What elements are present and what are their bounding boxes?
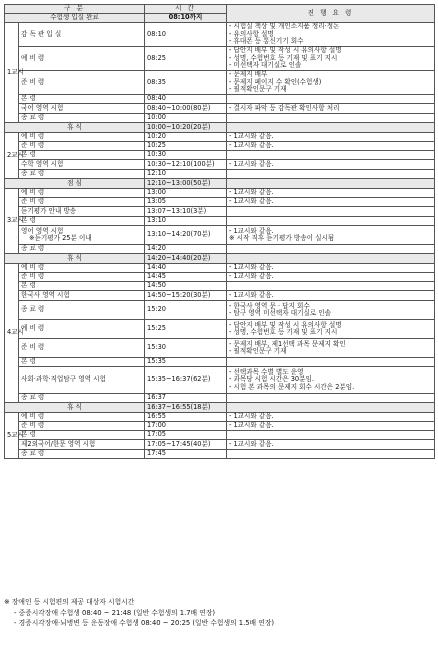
note-line: - 1교시와 같음. bbox=[229, 132, 274, 141]
note-line: - 1교시와 같음. bbox=[229, 412, 274, 421]
table-row bbox=[5, 320, 435, 339]
row-label: 본 령 bbox=[19, 151, 145, 160]
row-label: 본 령 bbox=[19, 95, 145, 104]
break-row bbox=[5, 123, 435, 133]
note-line: - 성명, 수험번호 등 기재 및 표기 지시 bbox=[229, 328, 338, 336]
row-time: 17:00 bbox=[145, 422, 227, 431]
row-notes bbox=[227, 320, 435, 339]
row-label: 듣기평가 안내 방송 bbox=[19, 207, 145, 217]
row-time: 13:10 bbox=[145, 217, 227, 226]
row-notes bbox=[227, 47, 435, 71]
entry-label: 수험생 입실 완료 bbox=[5, 14, 145, 23]
row-notes bbox=[227, 71, 435, 95]
note-line: - 1교시와 같음. bbox=[229, 272, 274, 281]
row-time: 10:20 bbox=[145, 133, 227, 142]
row-notes bbox=[227, 440, 435, 450]
row-notes bbox=[227, 403, 435, 413]
table-row bbox=[5, 450, 435, 459]
period-label-2: 2교시 bbox=[5, 133, 19, 179]
row-notes bbox=[227, 291, 435, 301]
table-row bbox=[5, 273, 435, 282]
note-line: - 시험 본 과목의 문제지 회수 시간은 2분임. bbox=[229, 382, 355, 391]
row-time: 13:00 bbox=[145, 189, 227, 198]
break-label: 휴 식 bbox=[5, 403, 145, 413]
row-label: 준 비 령 bbox=[19, 71, 145, 95]
table-row bbox=[5, 413, 435, 422]
note-line: - 한국사 영역 문 · 답지 회수 bbox=[229, 301, 310, 310]
period-label-1: 1교시 bbox=[5, 23, 19, 123]
note-line: - 결시자 파악 등 감독관 확인사항 처리 bbox=[229, 103, 340, 112]
table-row bbox=[5, 291, 435, 301]
break-time: 10:00~10:20(20분) bbox=[145, 123, 227, 133]
row-time: 15:35~16:37(62분) bbox=[145, 367, 227, 394]
row-label: 본 령 bbox=[19, 217, 145, 226]
note-line: - 1교시와 같음. bbox=[229, 226, 274, 235]
row-time: 14:50~15:20(30분) bbox=[145, 291, 227, 301]
table-row bbox=[5, 160, 435, 170]
row-time: 13:10~14:20(70분) bbox=[145, 226, 227, 245]
table-row bbox=[5, 104, 435, 114]
table-row bbox=[5, 198, 435, 207]
row-notes bbox=[227, 226, 435, 245]
break-row bbox=[5, 403, 435, 413]
table-row bbox=[5, 95, 435, 104]
table-row bbox=[5, 207, 435, 217]
row-time: 12:10 bbox=[145, 170, 227, 179]
table-row bbox=[5, 301, 435, 320]
break-label: 휴 식 bbox=[5, 254, 145, 264]
table-row bbox=[5, 358, 435, 367]
row-time: 08:10 bbox=[145, 23, 227, 47]
row-notes bbox=[227, 217, 435, 226]
row-notes bbox=[227, 394, 435, 403]
break-label: 휴 식 bbox=[5, 123, 145, 133]
row-notes bbox=[227, 95, 435, 104]
note-line: - 문제지 페이지 수 확인(수험생) bbox=[229, 77, 322, 86]
table-row bbox=[5, 151, 435, 160]
table-row bbox=[5, 367, 435, 394]
entry-time: 08:10까지 bbox=[145, 14, 227, 23]
row-label: 본 령 bbox=[19, 358, 145, 367]
note-line: - 과목당 시험 시간은 30분임. bbox=[229, 375, 314, 384]
table-row bbox=[5, 245, 435, 254]
table-row bbox=[5, 339, 435, 358]
note-line: - 유의사항 설명 bbox=[229, 29, 274, 38]
table-row bbox=[5, 142, 435, 151]
row-notes bbox=[227, 450, 435, 459]
row-notes bbox=[227, 104, 435, 114]
table-row bbox=[5, 189, 435, 198]
row-time: 10:25 bbox=[145, 142, 227, 151]
row-label: 수학 영역 시험 bbox=[19, 160, 145, 170]
table-row bbox=[5, 422, 435, 431]
row-time: 17:05 bbox=[145, 431, 227, 440]
note-line: - 미선택자 대기실로 인솔 bbox=[229, 61, 302, 70]
row-label: 감 독 관 입 실 bbox=[19, 23, 145, 47]
exam-schedule-table bbox=[4, 4, 435, 459]
row-label: 준 비 령 bbox=[19, 142, 145, 151]
header-procedure: 진 행 요 령 bbox=[227, 5, 435, 23]
header-category: 구 분 bbox=[5, 5, 145, 14]
row-time: 17:05~17:45(40분) bbox=[145, 440, 227, 450]
row-notes bbox=[227, 151, 435, 160]
table-row bbox=[5, 264, 435, 273]
period-label-3: 3교시 bbox=[5, 189, 19, 254]
note-line: - 문제지 배부, 제1선택 과목 문제지 확인 bbox=[229, 339, 346, 348]
row-label: 종 료 령 bbox=[19, 114, 145, 123]
break-row bbox=[5, 179, 435, 189]
note-line: - 탐구 영역 미선택자 대기실로 인솔 bbox=[229, 309, 332, 317]
note-line: - 1교시와 같음. bbox=[229, 159, 274, 168]
row-label: 준 비 령 bbox=[19, 273, 145, 282]
row-notes bbox=[227, 160, 435, 170]
row-label: 제2외국어/한문 영역 시험 bbox=[19, 440, 145, 450]
note-line: - 선택과목 수별 별도 운영 bbox=[229, 367, 304, 376]
row-label: 준 비 령 bbox=[19, 422, 145, 431]
table-row bbox=[5, 226, 435, 245]
footnote-line: - 경증시각장애·뇌병변 등 운동장애 수험생 08:40 ~ 20:25 (일반 수험생의 1.5배 연장) bbox=[14, 619, 275, 628]
row-time: 10:30~12:10(100분) bbox=[145, 160, 227, 170]
row-label-sub: ※듣기평가 25분 이내 bbox=[29, 234, 92, 242]
note-line: - 1교시와 같음. bbox=[229, 188, 274, 197]
row-label: 준 비 령 bbox=[19, 339, 145, 358]
row-label: 종 료 령 bbox=[19, 394, 145, 403]
note-line: - 답안지 배부 및 작성 시 유의사항 설명 bbox=[229, 46, 342, 55]
note-line: ※ 시작 직후 듣기평가 방송이 실시됨 bbox=[229, 234, 335, 242]
table-row bbox=[5, 170, 435, 179]
break-row bbox=[5, 254, 435, 264]
note-line: - 필적확인문구 기재 bbox=[229, 347, 287, 355]
row-notes bbox=[227, 123, 435, 133]
row-time: 14:45 bbox=[145, 273, 227, 282]
break-time: 16:37~16:55(18분) bbox=[145, 403, 227, 413]
row-label: 예 비 령 bbox=[19, 133, 145, 142]
table-row bbox=[5, 133, 435, 142]
row-notes bbox=[227, 207, 435, 217]
row-time: 17:45 bbox=[145, 450, 227, 459]
table-row bbox=[5, 217, 435, 226]
row-label: 국어 영역 시험 bbox=[19, 104, 145, 114]
row-notes bbox=[227, 170, 435, 179]
row-time: 15:35 bbox=[145, 358, 227, 367]
row-time: 14:40 bbox=[145, 264, 227, 273]
row-notes bbox=[227, 23, 435, 47]
footnotes bbox=[4, 597, 434, 629]
row-time: 08:40 bbox=[145, 95, 227, 104]
note-line: - 휴대폰 등 통신기기 회수 bbox=[229, 37, 304, 46]
lunch-label: 점 심 bbox=[5, 179, 145, 189]
note-line: - 1교시와 같음. bbox=[229, 197, 274, 206]
table-row bbox=[5, 394, 435, 403]
row-label: 예 비 령 bbox=[19, 264, 145, 273]
row-notes bbox=[227, 339, 435, 358]
row-time: 16:55 bbox=[145, 413, 227, 422]
row-label: 예 비 령 bbox=[19, 47, 145, 71]
row-time: 15:25 bbox=[145, 320, 227, 339]
row-time: 08:40~10:00(80분) bbox=[145, 104, 227, 114]
row-label: 종 료 령 bbox=[19, 170, 145, 179]
row-label: 예 비 령 bbox=[19, 413, 145, 422]
row-notes bbox=[227, 245, 435, 254]
row-time: 16:37 bbox=[145, 394, 227, 403]
table-row bbox=[5, 47, 435, 71]
row-time: 15:20 bbox=[145, 301, 227, 320]
table-row bbox=[5, 71, 435, 95]
row-label bbox=[19, 226, 145, 245]
row-label: 종 료 령 bbox=[19, 450, 145, 459]
note-line: - 1교시와 같음. bbox=[229, 263, 274, 272]
row-time: 10:30 bbox=[145, 151, 227, 160]
row-notes bbox=[227, 367, 435, 394]
row-notes bbox=[227, 301, 435, 320]
header-time: 시 간 bbox=[145, 5, 227, 14]
row-label-main: 영어 영역 시험 bbox=[21, 226, 64, 235]
note-line: - 문제지 배부 bbox=[229, 70, 268, 79]
row-notes bbox=[227, 179, 435, 189]
row-time: 08:25 bbox=[145, 47, 227, 71]
row-label: 예 비 령 bbox=[19, 189, 145, 198]
table-row bbox=[5, 23, 435, 47]
row-time: 13:05 bbox=[145, 198, 227, 207]
row-notes bbox=[227, 273, 435, 282]
note-line: - 필적확인문구 기재 bbox=[229, 85, 287, 94]
row-label: 본 령 bbox=[19, 431, 145, 440]
row-notes bbox=[227, 358, 435, 367]
note-line: - 1교시와 같음. bbox=[229, 439, 274, 448]
footnote-title: ※ 장애인 등 시험편의 제공 대상자 시험시간 bbox=[4, 598, 135, 606]
break-time: 14:20~14:40(20분) bbox=[145, 254, 227, 264]
row-notes bbox=[227, 431, 435, 440]
table-row bbox=[5, 114, 435, 123]
row-time: 15:30 bbox=[145, 339, 227, 358]
note-line: - 1교시와 같음. bbox=[229, 421, 274, 430]
row-label: 종 료 령 bbox=[19, 245, 145, 254]
lunch-time: 12:10~13:00(50분) bbox=[145, 179, 227, 189]
row-notes bbox=[227, 282, 435, 291]
table-row bbox=[5, 282, 435, 291]
row-label: 준 비 령 bbox=[19, 198, 145, 207]
row-time: 14:20 bbox=[145, 245, 227, 254]
row-time: 13:07~13:10(3분) bbox=[145, 207, 227, 217]
row-notes bbox=[227, 254, 435, 264]
note-line: - 시험실 책상 및 개인소지품 정리·정돈 bbox=[229, 22, 340, 31]
note-line: - 답안지 배부 및 작성 시 유의사항 설명 bbox=[229, 320, 342, 329]
row-notes bbox=[227, 142, 435, 151]
row-label: 예 비 령 bbox=[19, 320, 145, 339]
period-label-4: 4교시 bbox=[5, 264, 19, 403]
row-notes bbox=[227, 114, 435, 123]
table-row bbox=[5, 440, 435, 450]
period-label-5: 5교시 bbox=[5, 413, 19, 459]
row-label: 한국사 영역 시험 bbox=[19, 291, 145, 301]
note-line: - 성명, 수험번호 등 기재 및 표기 지시 bbox=[229, 53, 338, 62]
row-label: 종 료 령 bbox=[19, 301, 145, 320]
row-time: 08:35 bbox=[145, 71, 227, 95]
table-row bbox=[5, 431, 435, 440]
row-label: 사회·과학·직업탐구 영역 시험 bbox=[19, 367, 145, 394]
row-notes bbox=[227, 422, 435, 431]
row-notes bbox=[227, 198, 435, 207]
note-line: - 1교시와 같음. bbox=[229, 141, 274, 150]
row-time: 10:00 bbox=[145, 114, 227, 123]
row-time: 14:50 bbox=[145, 282, 227, 291]
note-line: - 1교시와 같음. bbox=[229, 290, 274, 299]
footnote-line: - 중증시각장애 수험생 08:40 ~ 21:48 (일반 수험생의 1.7배 연장) bbox=[14, 608, 216, 617]
row-label: 본 령 bbox=[19, 282, 145, 291]
